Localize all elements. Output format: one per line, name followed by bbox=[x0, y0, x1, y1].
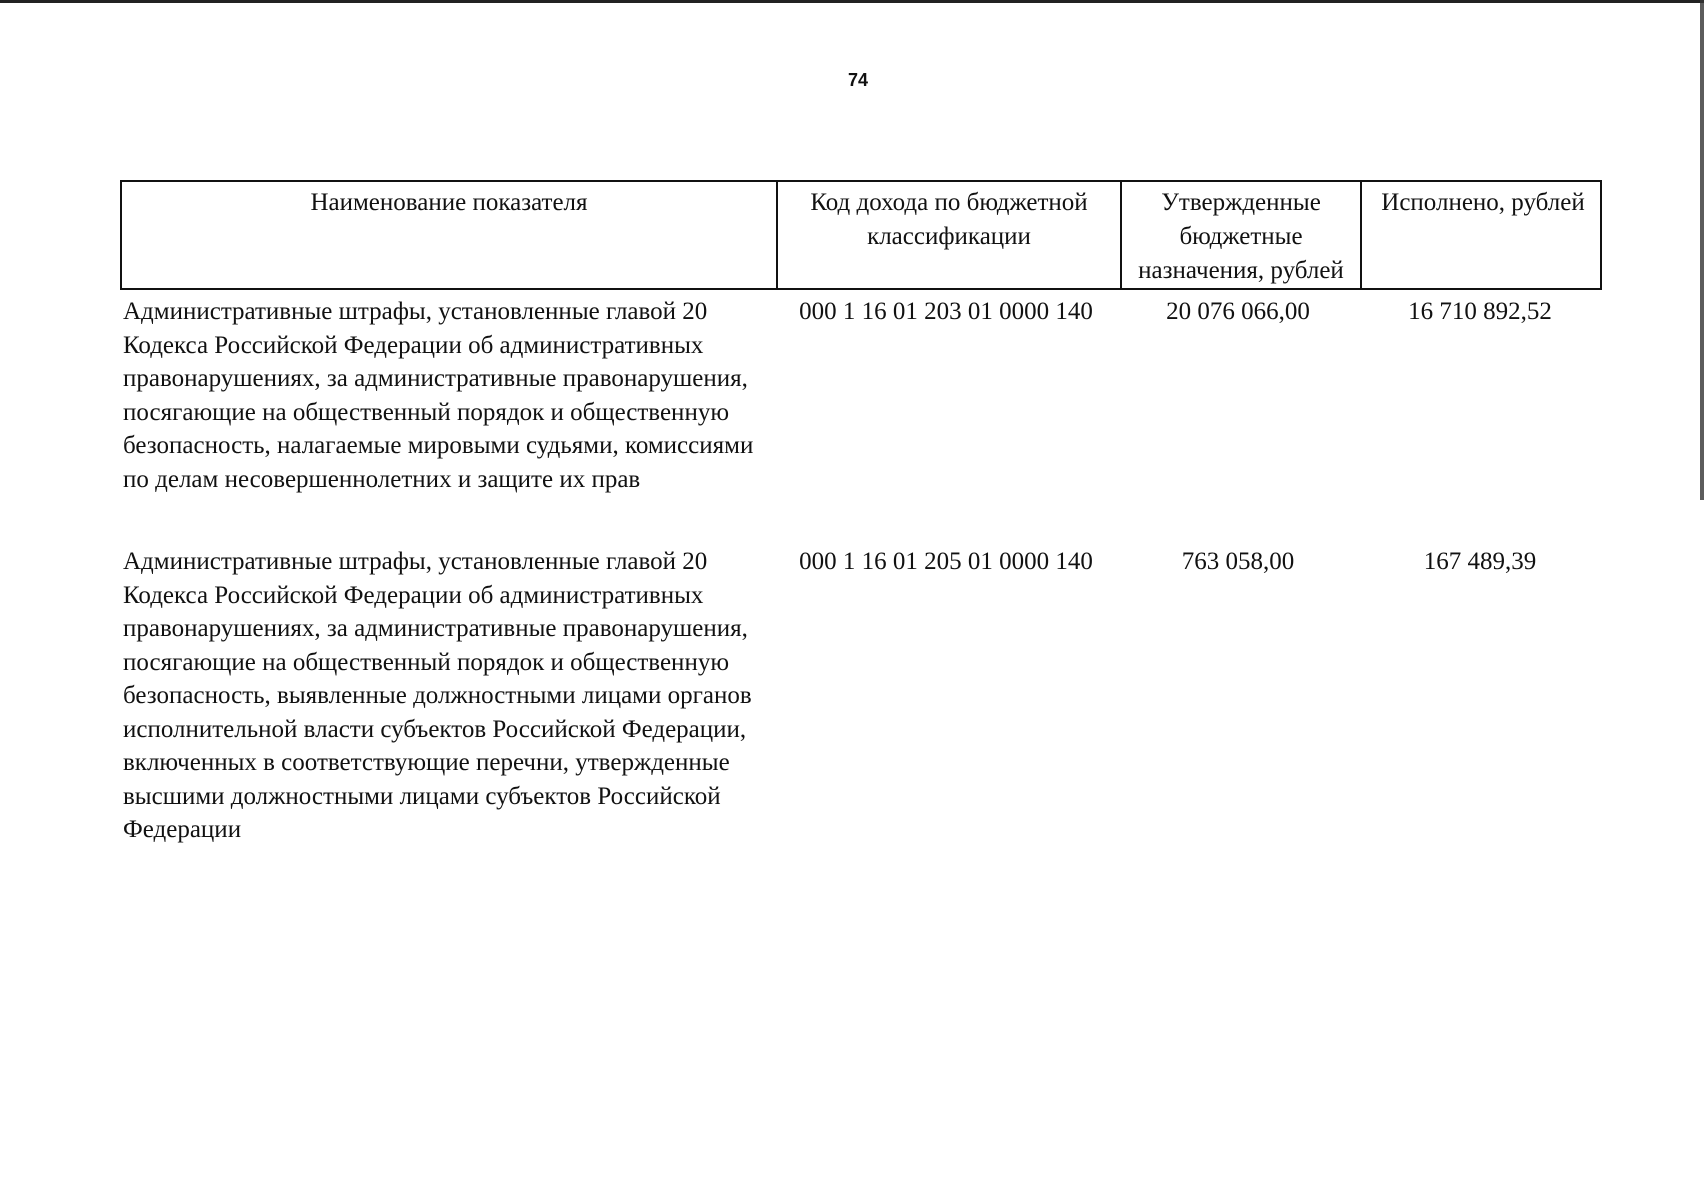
row-indicator-name: Административные штрафы, установленные главой 20 Кодекса Российской Федерации об административных правонарушениях, за административные правонарушения, посягающие на общественный порядок и общественную безопасность, налагаемые мировыми судьями, комиссиями по делам несовершеннолетних и защите их прав bbox=[123, 298, 754, 493]
header-income-code: Код дохода по бюджетной классификации bbox=[776, 182, 1120, 288]
row-executed-amount: 167 489,39 bbox=[1423, 548, 1537, 575]
page-number: 74 bbox=[847, 70, 869, 90]
table-header bbox=[120, 180, 1602, 290]
top-border-line bbox=[0, 0, 1704, 3]
table-row bbox=[120, 540, 1602, 847]
row-approved-amount: 20 076 066,00 bbox=[1166, 298, 1310, 325]
row-executed-amount: 16 710 892,52 bbox=[1408, 298, 1552, 325]
row-indicator-name: Административные штрафы, установленные главой 20 Кодекса Российской Федерации об административных правонарушениях, за административные правонарушения, посягающие на общественный порядок и общественную безопасность, выявленные должностными лицами органов исполнительной власти субъектов Российской Федерации, включенных в соответствующие перечни, утвержденные высшими должностными лицами субъектов Российской Федерации bbox=[123, 548, 752, 843]
row-approved-amount: 763 058,00 bbox=[1181, 548, 1295, 575]
row-income-code: 000 1 16 01 205 01 0000 140 bbox=[799, 548, 1093, 575]
table-row bbox=[120, 290, 1602, 496]
header-indicator-name: Наименование показателя bbox=[310, 189, 588, 216]
budget-table bbox=[120, 180, 1602, 847]
row-income-code: 000 1 16 01 203 01 0000 140 bbox=[799, 298, 1093, 325]
header-executed-amount: Исполнено, рублей bbox=[1360, 182, 1604, 288]
header-approved-amount: Утвержденные бюджетные назначения, рублей bbox=[1120, 182, 1360, 288]
